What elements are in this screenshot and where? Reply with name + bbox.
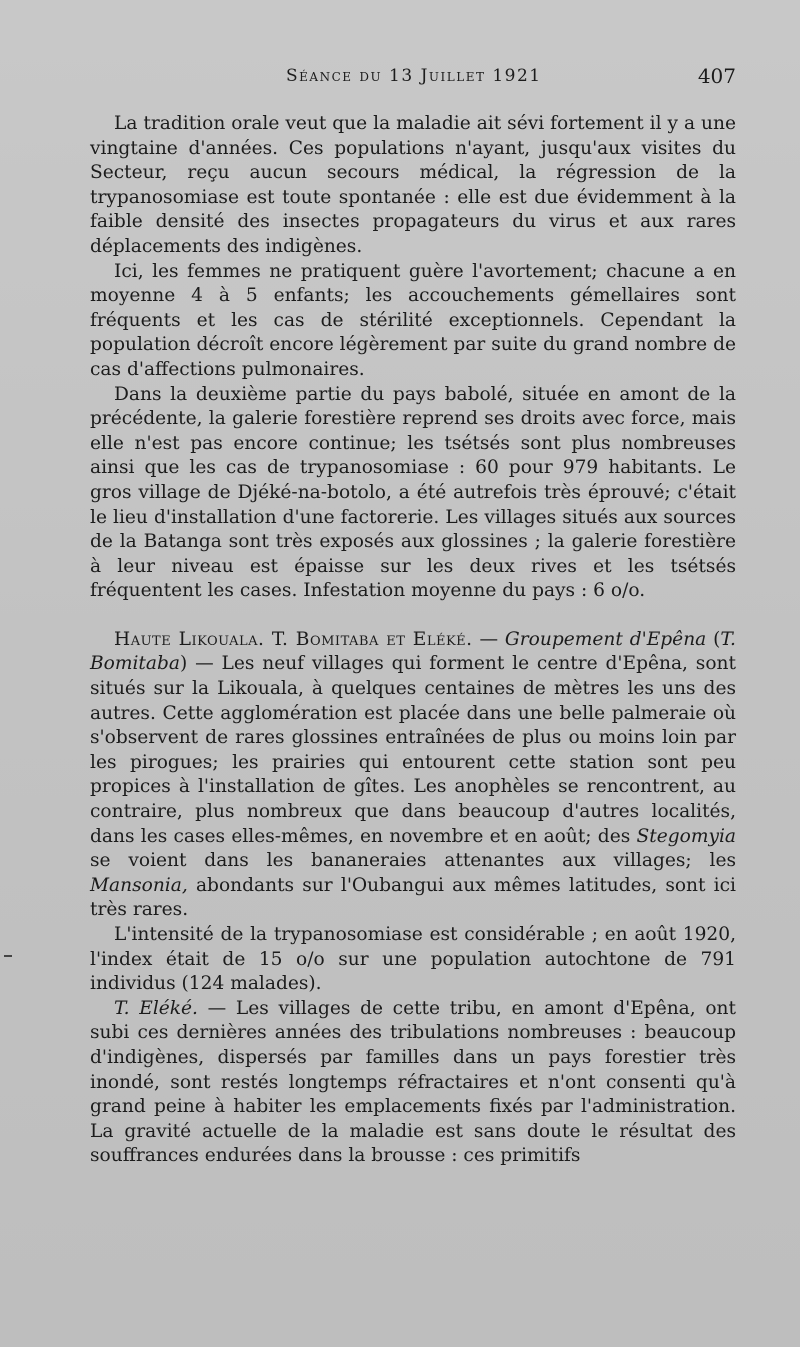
paragraph-text: abondants sur l'Oubangui aux mêmes latitudes, sont ici très rares. <box>90 874 736 921</box>
paragraph-eleke <box>90 997 736 1169</box>
section-gap <box>90 604 736 628</box>
page-header <box>90 66 736 96</box>
paragraph-intensite: L'intensité de la trypanosomiase est considérable ; en août 1920, l'index était de 15 o/o sur une population autochtone de 791 individus (124 malades). <box>90 924 736 995</box>
paragraph-text: se voient dans les bananeraies attenantes aux villages; les <box>90 850 736 872</box>
tribe-lead: T. Eléké. <box>114 997 198 1019</box>
margin-mark <box>4 955 12 957</box>
paragraph-text: — Les neuf villages qui forment le centre d'Epêna, sont situés sur la Likouala, à quelques centaines de mètres les uns des autres. Cette agglomération est placée dans une belle palmeraie où s'observent de rares glossines entraînées de plus ou moins loin par les pirogues; les prairies qui entourent cette station sont peu propices à l'installation de gîtes. Les anophèles se rencontrent, au contraire, plus nombreux que dans beaucoup d'autres localités, dans les cases elles-mêmes, en novembre et en août; des <box>90 653 736 847</box>
group-name: Groupement d'Epêna <box>504 628 707 650</box>
running-head: Séance du 13 Juillet 1921 <box>286 66 542 86</box>
paragraph-tradition: La tradition orale veut que la maladie ait sévi fortement il y a une vingtaine d'années. Ces populations n'ayant, jusqu'aux visites du Secteur, reçu aucun secours médical, la régression de la trypanosomiase est toute spontanée : elle est due évidemment à la faible densité des insectes propagateurs du virus et aux rares déplacements des indigènes. <box>90 113 736 257</box>
paren-open: ( <box>706 628 721 650</box>
genus-mansonia: Mansonia, <box>90 874 188 896</box>
tribe-name: T. Bomitaba <box>90 628 736 675</box>
heading-dash: — <box>472 628 505 650</box>
genus-stegomyia: Stegomyia <box>636 825 736 847</box>
paragraph-deuxieme-partie: Dans la deuxième partie du pays babolé, située en amont de la précédente, la galerie forestière reprend ses droits avec force, mais elle n'est pas encore continue; les tsétsés sont plus nombreuses ainsi que les cas de trypanosomiase : 60 pour 979 habitants. Le gros village de Djéké-na-botolo, a été autrefois très éprouvé; c'était le lieu d'installation d'une factorerie. Les villages situés aux sources de la Batanga sont très exposés aux glossines ; la galerie forestière à leur niveau est épaisse sur les deux rives et les tsétsés fréquentent les cases. Infestation moyenne du pays : 6 o/o. <box>90 383 736 602</box>
body-text <box>90 112 736 1169</box>
paragraph-femmes: Ici, les femmes ne pratiquent guère l'avortement; chacune a en moyenne 4 à 5 enfants; les accouchements gémellaires sont fréquents et les cas de stérilité exceptionnels. Cependant la population décroît encore légèrement par suite du grand nombre de cas d'affections pulmonaires. <box>90 260 736 380</box>
paragraph-haute-likouala <box>90 628 736 923</box>
paren-close: ) <box>179 653 188 675</box>
paragraph-text: — Les villages de cette tribu, en amont d'Epêna, ont subi ces dernières années des tribulations nombreuses : beaucoup d'indigènes, dispersés par familles dans un pays forestier très inondé, sont restés longtemps réfractaires et n'ont consenti qu'à grand peine à habiter les emplacements fixés par l'administration. La gravité actuelle de la maladie est sans doute le résultat des souffrances endurées dans la brousse : ces primitifs <box>90 997 736 1167</box>
section-heading: Haute Likouala. T. Bomitaba et Eléké. <box>114 628 473 650</box>
page-number: 407 <box>697 64 736 88</box>
